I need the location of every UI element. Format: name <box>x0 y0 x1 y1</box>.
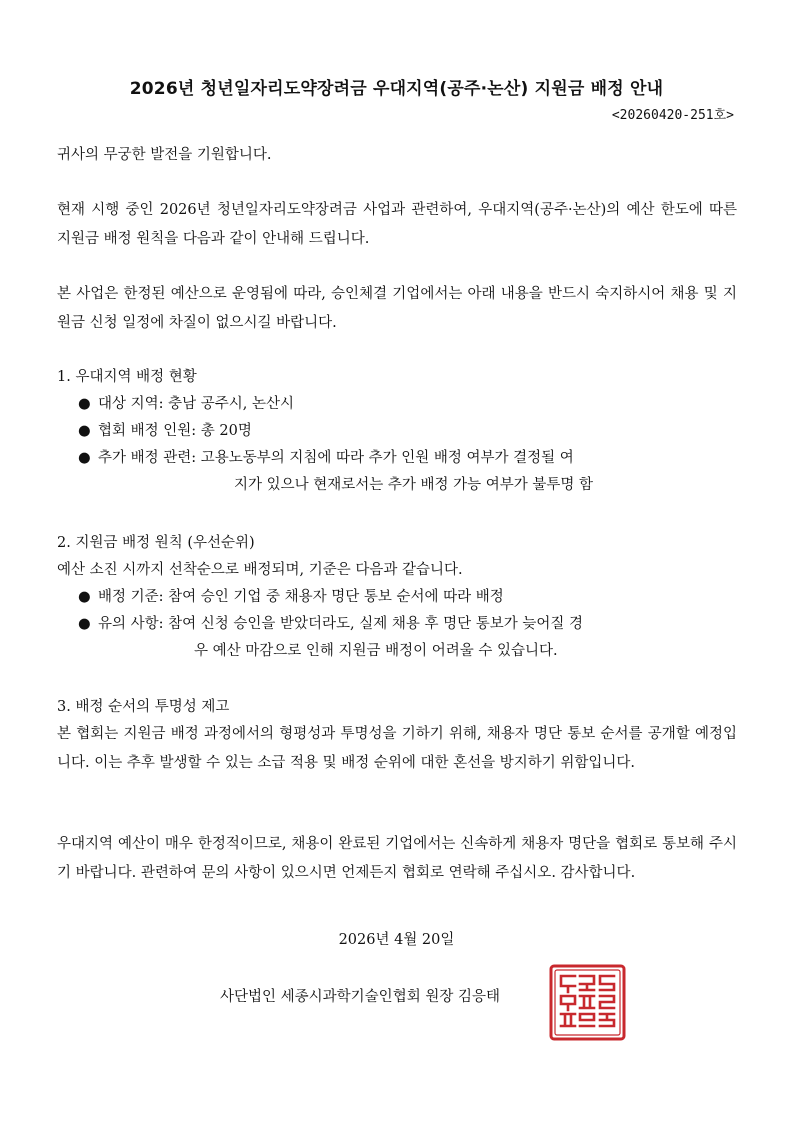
section2-heading: 2. 지원금 배정 원칙 (우선순위) <box>57 535 255 551</box>
bullet-icon: ● <box>78 396 91 412</box>
bullet-text: 추가 배정 관련: 고용노동부의 지침에 따라 추가 인원 배정 여부가 결정될 여 <box>98 450 574 466</box>
notice-paragraph: 본 사업은 한정된 예산으로 운영됨에 따라, 승인체결 기업에서는 아래 내용을 반드시 숙지하시어 채용 및 지원금 신청 일정에 차질이 없으시길 바랍니다. <box>57 286 737 331</box>
section1-heading: 1. 우대지역 배정 현황 <box>57 369 197 385</box>
bullet-text: 배정 기준: 참여 승인 기업 중 채용자 명단 통보 순서에 따라 배정 <box>98 589 504 605</box>
bullet-text: 유의 사항: 참여 신청 승인을 받았더라도, 실제 채용 후 명단 통보가 늦어질 경 <box>98 616 584 632</box>
bullet-text: 대상 지역: 충남 공주시, 논산시 <box>98 396 295 412</box>
document-date: 2026년 4월 20일 <box>338 932 455 948</box>
bullet-icon: ● <box>78 423 91 439</box>
section2-bullet-criteria <box>78 583 504 612</box>
section1-bullet-region <box>78 390 294 419</box>
document-number: <20260420-251호> <box>611 108 734 123</box>
document-title: 2026년 청년일자리도약장려금 우대지역(공주·논산) 지원금 배정 안내 <box>129 79 664 99</box>
section1-bullet-additional <box>78 444 574 473</box>
bullet-continuation: 우 예산 마감으로 인해 지원금 배정이 어려울 수 있습니다. <box>194 643 558 659</box>
section1-bullet-quota <box>78 417 252 446</box>
section3-text: 본 협회는 지원금 배정 과정에서의 형평성과 투명성을 기하기 위해, 채용자 명단 통보 순서를 공개할 예정입니다. 이는 추후 발생할 수 있는 소급 적용 및 배정 순위에 대한 혼선을 방지하기 위함입니다. <box>57 726 737 771</box>
intro-paragraph: 현재 시행 중인 2026년 청년일자리도약장려금 사업과 관련하여, 우대지역(공주·논산)의 예산 한도에 따른 지원금 배정 원칙을 다음과 같이 안내해 드립니다. <box>57 202 737 247</box>
section2-bullet-caution <box>78 610 583 639</box>
section2-intro: 예산 소진 시까지 선착순으로 배정되며, 기준은 다음과 같습니다. <box>57 562 463 578</box>
signer-name: 사단법인 세종시과학기술인협회 원장 김응태 <box>220 989 500 1005</box>
closing-paragraph: 우대지역 예산이 매우 한정적이므로, 채용이 완료된 기업에서는 신속하게 채용자 명단을 협회로 통보해 주시기 바랍니다. 관련하여 문의 사항이 있으시면 언제든지 협회로 연락해 주십시오. 감사합니다. <box>57 836 737 881</box>
bullet-continuation: 지가 있으나 현재로서는 추가 배정 가능 여부가 불투명 함 <box>234 477 594 493</box>
greeting-text: 귀사의 무궁한 발전을 기원합니다. <box>57 147 272 163</box>
bullet-icon: ● <box>78 616 91 632</box>
official-seal-icon <box>549 964 626 1041</box>
bullet-text: 협회 배정 인원: 총 20명 <box>98 423 252 439</box>
bullet-icon: ● <box>78 589 91 605</box>
bullet-icon: ● <box>78 450 91 466</box>
section3-heading: 3. 배정 순서의 투명성 제고 <box>57 699 230 715</box>
